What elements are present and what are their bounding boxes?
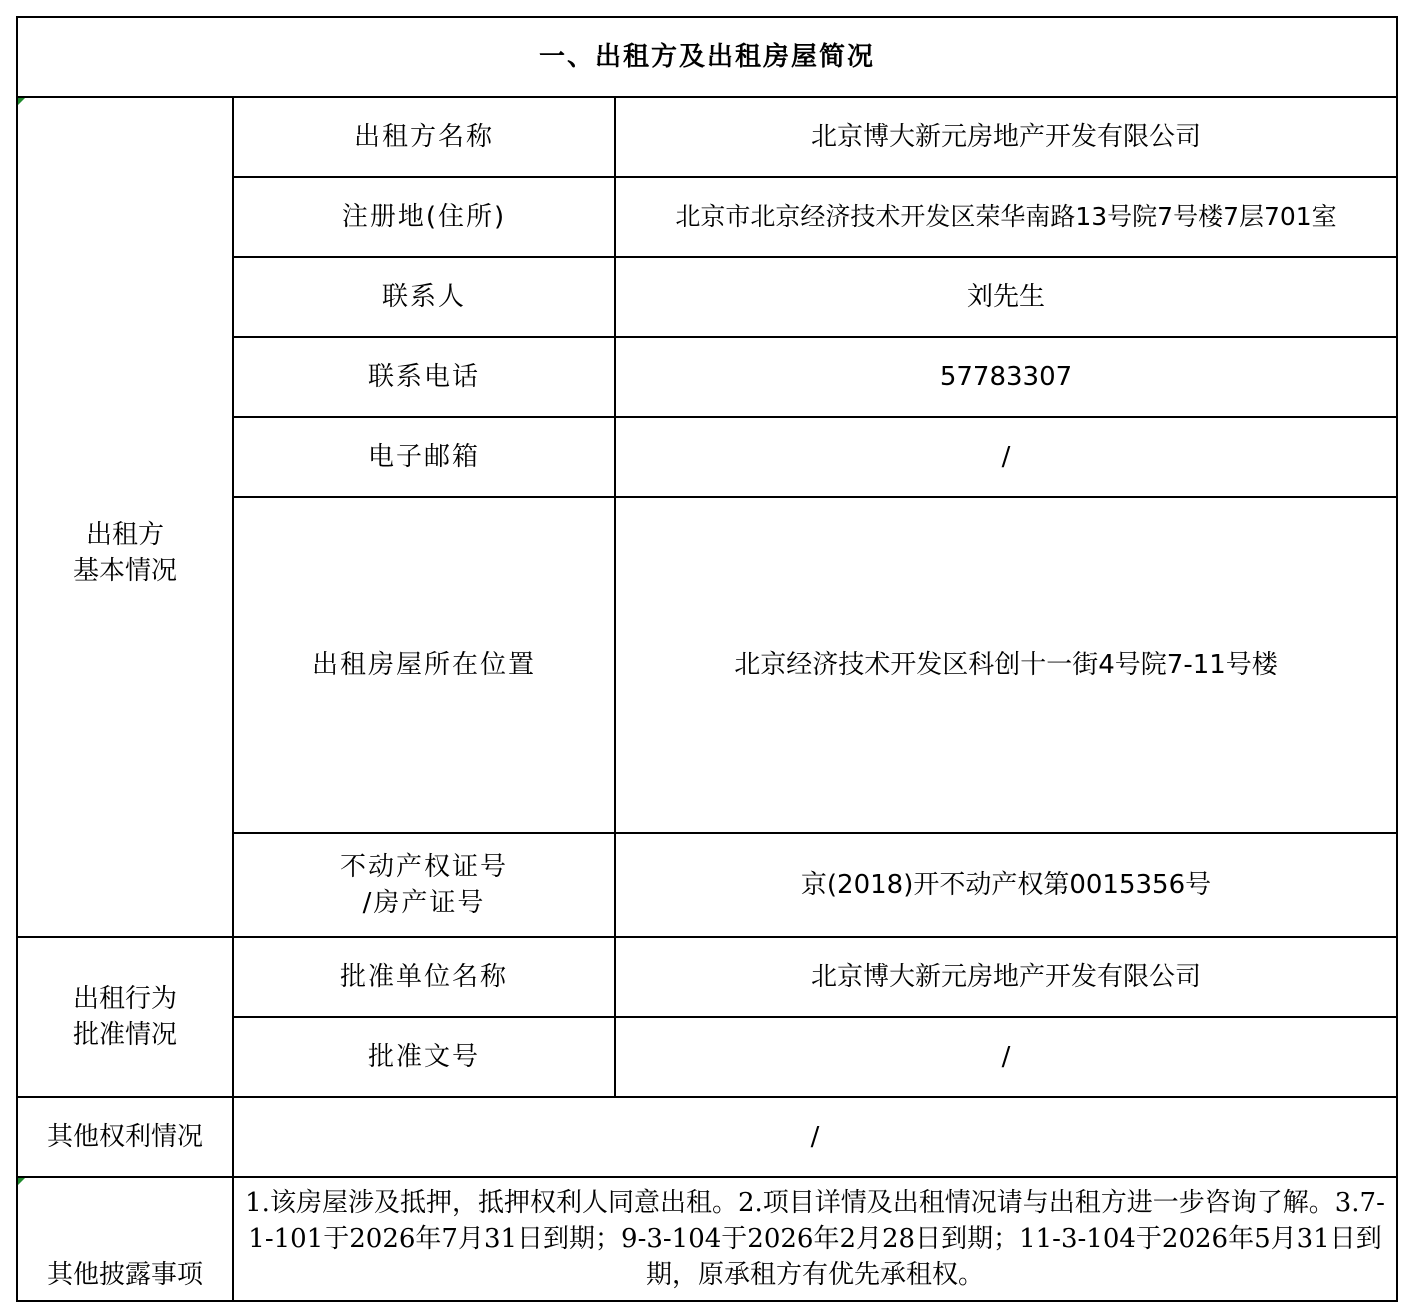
cell-marker-icon <box>18 1178 25 1185</box>
field-label-contact-person: 联系人 <box>233 257 615 337</box>
section-label-text: 其他披露事项 <box>46 1260 203 1290</box>
field-label-lessor-name: 出租方名称 <box>233 97 615 177</box>
field-value-contact-phone: 57783307 <box>615 337 1397 417</box>
field-label-approval-number: 批准文号 <box>233 1017 615 1097</box>
field-value-property-certificate: 京(2018)开不动产权第0015356号 <box>615 833 1397 937</box>
field-label-property-location: 出租房屋所在位置 <box>233 497 615 833</box>
field-label-registered-address: 注册地(住所) <box>233 177 615 257</box>
field-label-email: 电子邮箱 <box>233 417 615 497</box>
field-value-other-disclosure: 1.该房屋涉及抵押，抵押权利人同意出租。2.项目详情及出租情况请与出租方进一步咨询了解。3.7-1-101于2026年7月31日到期；9-3-104于2026年2月28日到期；11-3-104于2026年5月31日到期，原承租方有优先承租权。 <box>233 1177 1397 1301</box>
section-label-lessor-basic-info <box>17 97 233 937</box>
table-row <box>17 97 1397 177</box>
table-row <box>17 1177 1397 1301</box>
field-label-contact-phone: 联系电话 <box>233 337 615 417</box>
field-value-approval-number: / <box>615 1017 1397 1097</box>
table-row <box>17 937 1397 1017</box>
cell-marker-icon <box>18 98 25 105</box>
section-label-text: 出租方 基本情况 <box>72 520 177 586</box>
section-label-lease-approval: 出租行为 批准情况 <box>17 937 233 1097</box>
field-value-other-rights: / <box>233 1097 1397 1177</box>
section-label-other-rights: 其他权利情况 <box>17 1097 233 1177</box>
table-title: 一、出租方及出租房屋简况 <box>17 17 1397 97</box>
lease-info-table <box>16 16 1398 1302</box>
field-label-approval-unit: 批准单位名称 <box>233 937 615 1017</box>
section-label-other-disclosure <box>17 1177 233 1301</box>
field-value-lessor-name: 北京博大新元房地产开发有限公司 <box>615 97 1397 177</box>
field-value-email: / <box>615 417 1397 497</box>
table-row <box>17 1097 1397 1177</box>
field-value-property-location: 北京经济技术开发区科创十一街4号院7-11号楼 <box>615 497 1397 833</box>
title-row <box>17 17 1397 97</box>
field-label-property-certificate: 不动产权证号 /房产证号 <box>233 833 615 937</box>
field-value-contact-person: 刘先生 <box>615 257 1397 337</box>
field-value-approval-unit: 北京博大新元房地产开发有限公司 <box>615 937 1397 1017</box>
field-value-registered-address: 北京市北京经济技术开发区荣华南路13号院7号楼7层701室 <box>615 177 1397 257</box>
